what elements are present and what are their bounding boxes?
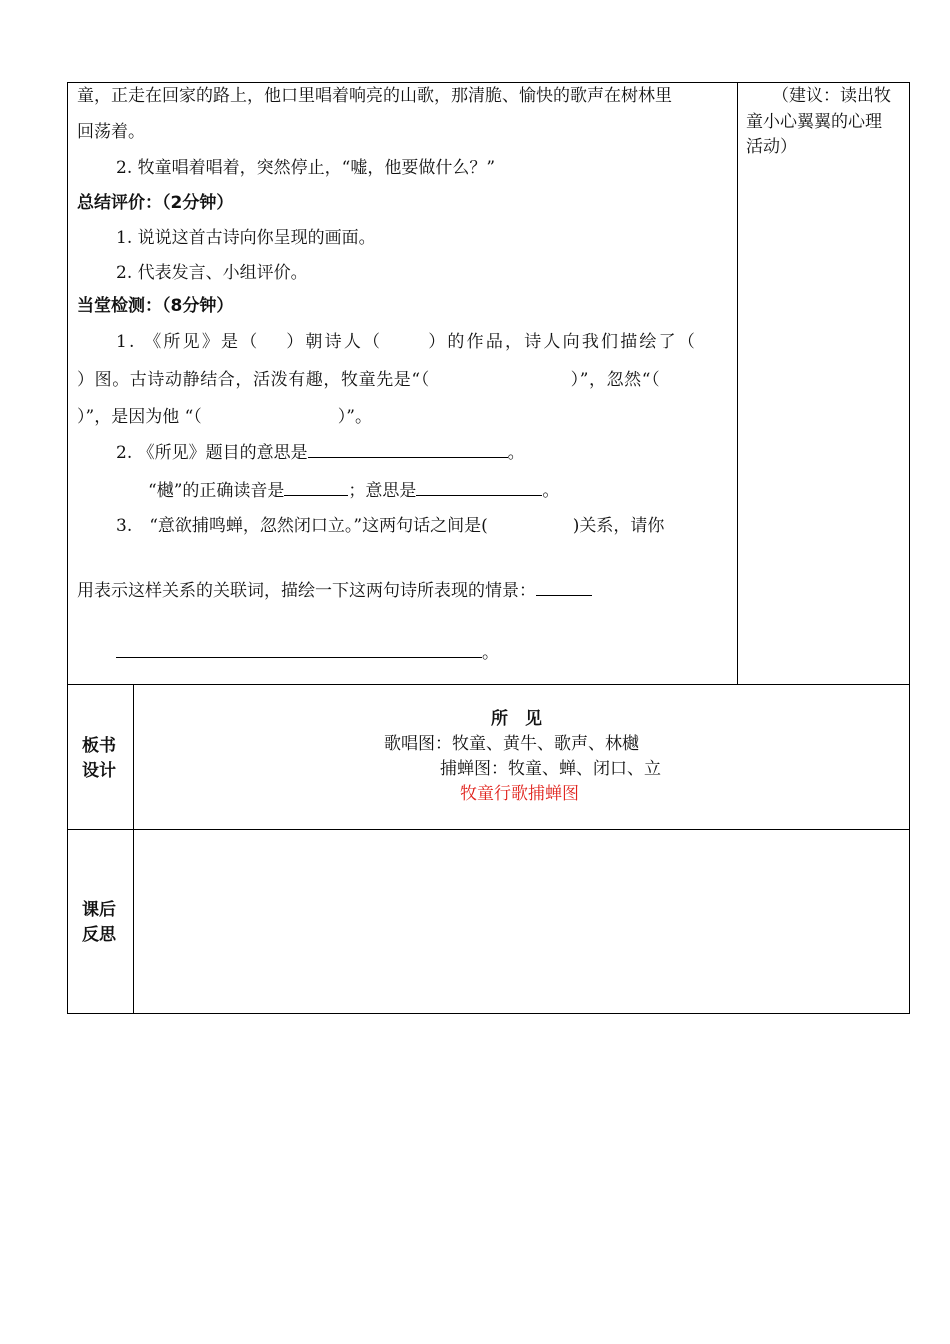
table-border-bottom (67, 1013, 910, 1014)
paragraph-line: 2. 牧童唱着唱着，突然停止，“嘘，他要做什么？” (116, 158, 496, 178)
question-3-line (77, 579, 592, 602)
question-3-line: 3. “意欲捕鸣蝉，忽然闭口立。”这两句话之间是( )关系，请你 (116, 516, 665, 536)
question-2b-text: ；意思是 (348, 481, 417, 501)
paragraph-line: 回荡着。 (77, 122, 145, 142)
board-label: 板书 (82, 736, 116, 756)
summary-item: 2. 代表发言、小组评价。 (116, 263, 308, 283)
note-column-divider (737, 82, 738, 684)
reflection-content-area[interactable] (134, 830, 909, 1013)
question-3-answer-line (116, 641, 499, 664)
question-2-line (116, 441, 525, 464)
table-border-right (909, 82, 910, 1014)
question-2b-text: “樾”的正确读音是 (148, 481, 285, 501)
table-border-top (67, 82, 910, 83)
answer-blank[interactable] (416, 479, 542, 496)
board-label: 设计 (82, 761, 116, 781)
answer-blank[interactable] (116, 641, 482, 658)
answer-blank[interactable] (536, 579, 592, 596)
summary-item: 1. 说说这首古诗向你呈现的画面。 (116, 228, 376, 248)
section-heading-check: 当堂检测：（8分钟） (77, 296, 234, 316)
question-1-line: 1. 《所见》是（ ）朝诗人（ ）的作品，诗人向我们描绘了（ (116, 332, 698, 352)
board-line-highlight: 牧童行歌捕蝉图 (460, 784, 579, 804)
board-title: 所 见 (491, 709, 542, 729)
punctuation: 。 (482, 643, 499, 663)
table-border-left (67, 82, 68, 1014)
question-1-line: ）”，是因为他 “（ ）”。 (77, 407, 372, 427)
punctuation: 。 (507, 443, 525, 463)
reflection-label: 课后 (82, 900, 116, 920)
paragraph-line: 童，正走在回家的路上，他口里唱着响亮的山歌，那清脆、愉快的歌声在树林里 (77, 86, 672, 106)
note-line: 活动） (746, 137, 797, 157)
question-2b-line (148, 479, 559, 502)
answer-blank[interactable] (284, 479, 348, 496)
board-line: 歌唱图：牧童、黄牛、歌声、林樾 (384, 734, 639, 754)
board-line: 捕蝉图：牧童、蝉、闭口、立 (440, 759, 661, 779)
section-heading-summary: 总结评价：（2分钟） (77, 193, 234, 213)
punctuation: 。 (542, 481, 560, 501)
row-divider-board (67, 684, 910, 685)
reflection-label: 反思 (82, 925, 116, 945)
question-2-text: 2. 《所见》题目的意思是 (116, 443, 308, 463)
note-line: 童小心翼翼的心理 (746, 112, 882, 132)
note-line: （建议：读出牧 (772, 86, 891, 106)
question-1-line: ）图。古诗动静结合，活泼有趣，牧童先是“（ ）”，忽然“（ (77, 370, 661, 390)
question-3-text: 用表示这样关系的关联词，描绘一下这两句诗所表现的情景： (77, 581, 536, 601)
answer-blank[interactable] (308, 441, 508, 458)
